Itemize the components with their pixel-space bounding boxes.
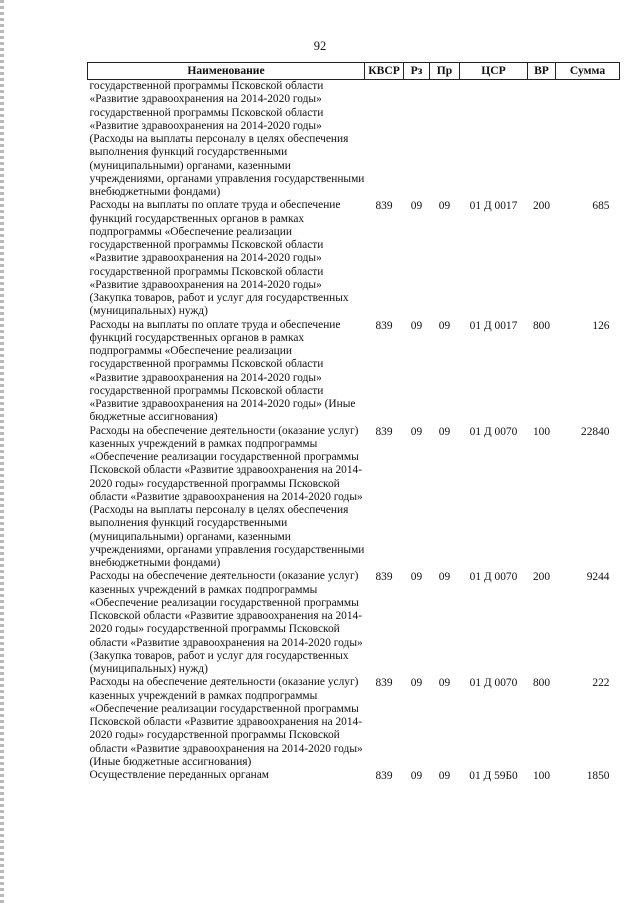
table-row — [88, 425, 620, 571]
table-row — [88, 676, 620, 769]
row-name: Расходы на выплаты по оплате труда и обеспечение функций государственных органов в рамках подпрограммы «Обеспечение реализации государственной программы Псковской области «Развитие здравоохранения на 2014-2020 годы» государственной программы Псковской области «Развитие здравоохранения на 2014-2020 годы» (Иные бюджетные ассигнования) — [89, 318, 356, 424]
row-vr: 800 — [532, 319, 551, 332]
row-rz — [404, 80, 430, 200]
row-csr — [460, 80, 528, 200]
header-vr: ВР — [528, 63, 556, 80]
row-name: Осуществление переданных органам — [89, 769, 270, 781]
row-vr: 100 — [532, 770, 551, 782]
budget-table — [87, 62, 620, 783]
row-kvsr: 839 — [375, 319, 393, 332]
row-csr: 01 Д 0070 — [469, 571, 518, 584]
row-sum: 126 — [592, 319, 610, 332]
row-rz: 09 — [410, 319, 423, 332]
row-kvsr — [365, 80, 404, 200]
row-rz: 09 — [410, 200, 423, 213]
row-sum: 9244 — [586, 571, 610, 584]
row-pr: 09 — [438, 571, 451, 584]
row-name: государственной программы Псковской области «Развитие здравоохранения на 2014-2020 годы» государственной программы Псковской области «Развитие здравоохранения на 2014-2020 годы» (Расходы на выплаты персоналу в целях обеспечения выполнения функций государственными (муниципальными) органами, казенными учреждениями, органами управления государственными внебюджетными фондами) — [89, 80, 365, 198]
row-vr: 200 — [532, 200, 551, 213]
row-rz: 09 — [410, 571, 423, 584]
row-csr: 01 Д 59Б0 — [469, 770, 518, 782]
row-sum: 685 — [592, 200, 610, 213]
row-sum: 22840 — [581, 425, 610, 438]
row-vr — [528, 80, 556, 200]
row-rz: 09 — [410, 770, 423, 782]
row-pr: 09 — [438, 677, 451, 690]
table-row — [88, 319, 620, 425]
row-vr: 100 — [532, 425, 551, 438]
header-csr: ЦСР — [460, 63, 528, 80]
row-pr: 09 — [438, 770, 451, 782]
row-sum: 1850 — [586, 770, 610, 782]
header-pr: Пр — [430, 63, 460, 80]
table-row — [88, 570, 620, 676]
row-rz: 09 — [410, 425, 423, 438]
row-kvsr: 839 — [375, 677, 393, 690]
row-csr: 01 Д 0070 — [469, 677, 518, 690]
row-csr: 01 Д 0017 — [469, 319, 518, 332]
row-pr: 09 — [438, 425, 451, 438]
page-number: 92 — [313, 39, 327, 53]
row-kvsr: 839 — [375, 200, 393, 213]
header-kvsr: КВСР — [365, 63, 404, 80]
table-row — [88, 769, 620, 783]
row-sum — [556, 80, 620, 200]
row-name: Расходы на обеспечение деятельности (оказание услуг) казенных учреждений в рамках подпрограммы «Обеспечение реализации государственной программы Псковской области «Развитие здравоохранения на 2014-2020 годы» государственной программы Псковской области «Развитие здравоохранения на 2014-2020 годы» (Иные бюджетные ассигнования) — [89, 676, 363, 768]
row-name: Расходы на выплаты по оплате труда и обеспечение функций государственных органов в рамках подпрограммы «Обеспечение реализации государственной программы Псковской области «Развитие здравоохранения на 2014-2020 годы» государственной программы Псковской области «Развитие здравоохранения на 2014-2020 годы» (Закупка товаров, работ и услуг для государственных (муниципальных) нужд) — [89, 199, 349, 318]
table-header-row — [88, 63, 620, 80]
row-vr: 800 — [532, 677, 551, 690]
row-pr — [430, 80, 460, 200]
header-rz: Рз — [404, 63, 430, 80]
table-row — [88, 199, 620, 318]
row-name: Расходы на обеспечение деятельности (оказание услуг) казенных учреждений в рамках подпрограммы «Обеспечение реализации государственной программы Псковской области «Развитие здравоохранения на 2014-2020 годы» государственной программы Псковской области «Развитие здравоохранения на 2014-2020 годы» (Расходы на выплаты персоналу в целях обеспечения выполнения функций государственными (муниципальными) органами, казенными учреждениями, органами управления государственными внебюджетными фондами) — [89, 424, 365, 569]
header-name: Наименование — [88, 63, 365, 80]
row-vr: 200 — [532, 571, 551, 584]
row-pr: 09 — [438, 200, 451, 213]
scan-edge-artifact — [0, 0, 4, 905]
row-kvsr: 839 — [375, 425, 393, 438]
row-sum: 222 — [592, 677, 610, 690]
row-csr: 01 Д 0017 — [469, 200, 518, 213]
row-rz: 09 — [410, 677, 423, 690]
row-kvsr: 839 — [375, 571, 393, 584]
table-row — [88, 80, 620, 200]
row-csr: 01 Д 0070 — [469, 425, 518, 438]
row-pr: 09 — [438, 319, 451, 332]
header-sum: Сумма — [556, 63, 620, 80]
row-name: Расходы на обеспечение деятельности (оказание услуг) казенных учреждений в рамках подпрограммы «Обеспечение реализации государственной программы Псковской области «Развитие здравоохранения на 2014-2020 годы» государственной программы Псковской области «Развитие здравоохранения на 2014-2020 годы» (Закупка товаров, работ и услуг для государственных (муниципальных) нужд) — [89, 570, 363, 675]
row-kvsr: 839 — [375, 770, 393, 782]
